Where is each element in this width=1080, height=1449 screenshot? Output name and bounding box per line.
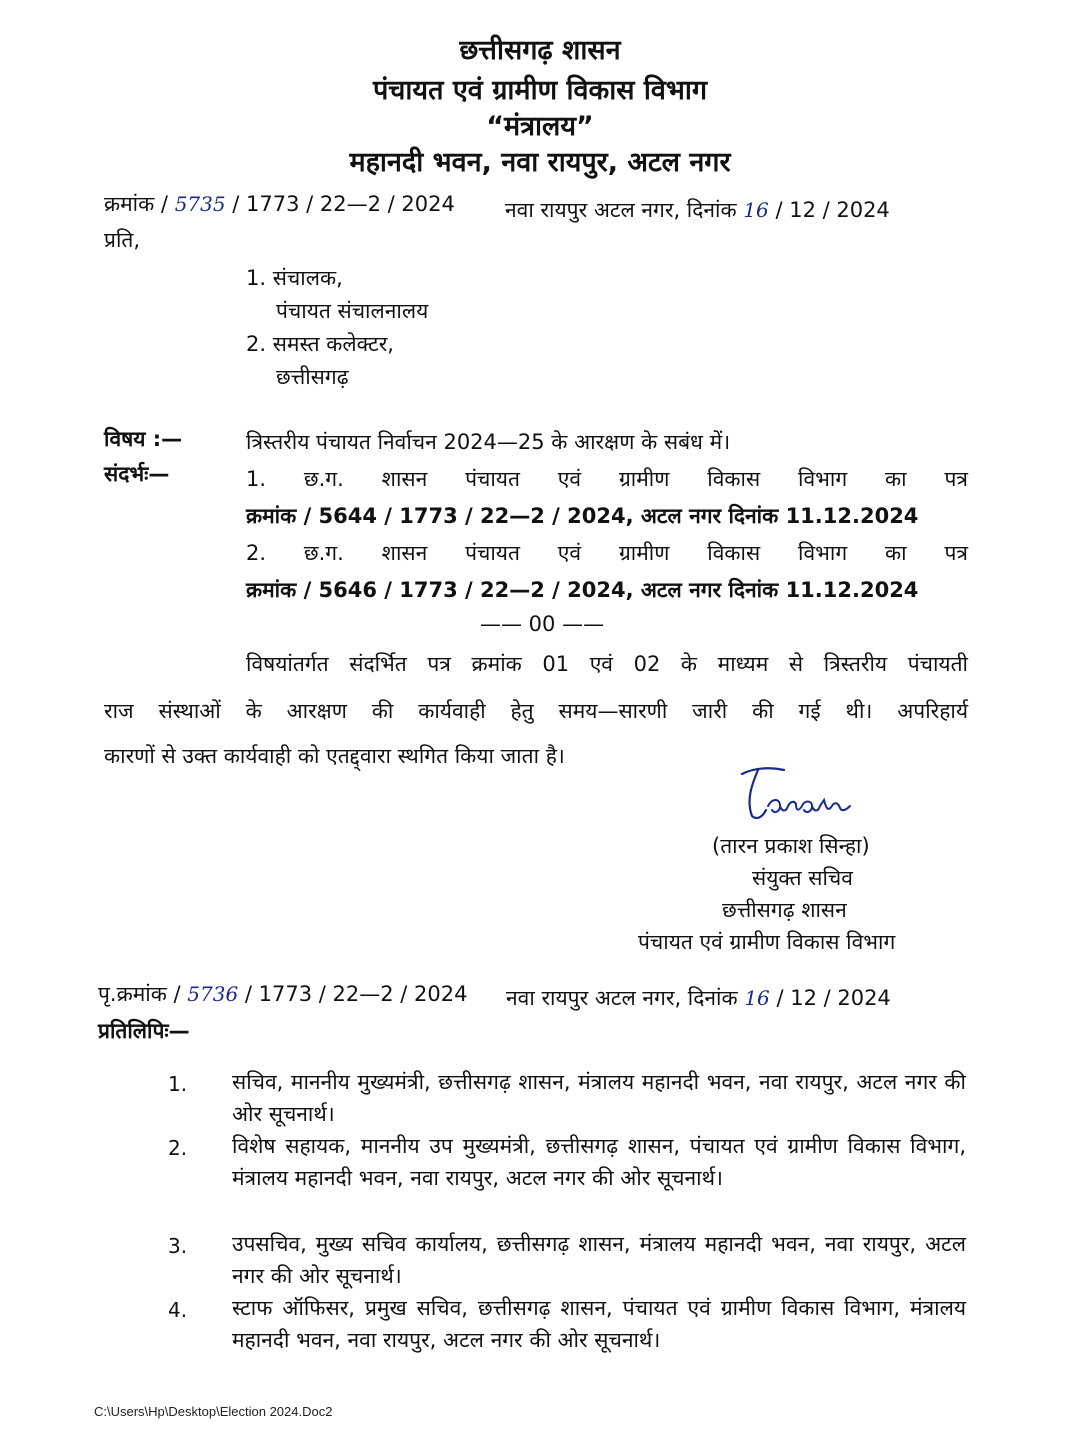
recipient-1-number: 1.	[246, 266, 267, 290]
order-prefix: क्रमांक /	[104, 192, 169, 216]
reference-label: संदर्भः—	[104, 462, 170, 486]
header-line-3: “मंत्रालय”	[486, 111, 594, 142]
copy-4-text: स्टाफ ऑफिसर, प्रमुख सचिव, छत्तीसगढ़ शासन, पंचायत एवं ग्रामीण विकास विभाग, मंत्रालय महानदी भवन, नवा रायपुर, अटल नगर की ओर सूचनार्थ।	[232, 1296, 966, 1352]
signatory-government: छत्तीसगढ़ शासन	[722, 898, 847, 922]
body-line-1: विषयांतर्गत संदर्भित पत्र क्रमांक 01 एवं 02 के माध्यम से त्रिस्तरीय पंचायती	[246, 652, 968, 676]
copy-order-number-handwritten: 5736	[187, 982, 239, 1006]
order-rest: / 1773 / 22—2 / 2024	[232, 192, 455, 216]
recipient-2-number: 2.	[246, 332, 267, 356]
copy-date-month-year: / 12 / 2024	[776, 986, 891, 1010]
copy-date-day-handwritten: 16	[744, 986, 770, 1010]
subject-label: विषय :—	[104, 427, 183, 451]
copy-order-date-line	[506, 984, 891, 1012]
place-date-label: नवा रायपुर अटल नगर, दिनांक	[505, 198, 737, 222]
date-day-handwritten: 16	[743, 198, 769, 222]
header-line-2: पंचायत एवं ग्रामीण विकास विभाग	[372, 75, 708, 106]
signatory-designation: संयुक्त सचिव	[752, 866, 853, 890]
body-line-2: राज संस्थाओं के आरक्षण की कार्यवाही हेतु समय—सारणी जारी की गई थी। अपरिहार्य	[104, 699, 968, 723]
order-number-handwritten: 5735	[174, 192, 226, 216]
copy-2-text: विशेष सहायक, माननीय उप मुख्यमंत्री, छत्तीसगढ़ शासन, पंचायत एवं ग्रामीण विकास विभाग, मंत्रालय महानदी भवन, नवा रायपुर, अटल नगर की ओर सूचनार्थ।	[232, 1134, 966, 1190]
reference-1-line-1: 1. छ.ग. शासन पंचायत एवं ग्रामीण विकास विभाग का पत्र	[246, 467, 968, 491]
signatory-department: पंचायत एवं ग्रामीण विकास विभाग	[638, 930, 896, 954]
copy-2-number: 2.	[168, 1136, 188, 1160]
copy-1-text: सचिव, माननीय मुख्यमंत्री, छत्तीसगढ़ शासन, मंत्रालय महानदी भवन, नवा रायपुर, अटल नगर की ओर सूचनार्थ।	[232, 1070, 966, 1126]
subject-text: त्रिस्तरीय पंचायत निर्वाचन 2024—25 के आरक्षण के सबंध में।	[246, 430, 731, 454]
recipient-1-title: संचालक,	[272, 266, 343, 290]
recipient-1-office: पंचायत संचालनालय	[276, 299, 429, 323]
reference-1-line-2: क्रमांक / 5644 / 1773 / 22—2 / 2024, अटल नगर दिनांक 11.12.2024	[246, 504, 919, 528]
date-month-year: / 12 / 2024	[775, 198, 890, 222]
to-label: प्रति,	[104, 228, 141, 252]
reference-2-line-1: 2. छ.ग. शासन पंचायत एवं ग्रामीण विकास विभाग का पत्र	[246, 541, 968, 565]
header-line-1: छत्तीसगढ़ शासन	[459, 35, 621, 66]
copy-order-number-line	[98, 980, 467, 1008]
copy-4-number: 4.	[168, 1298, 188, 1322]
signatory-name: (तारन प्रकाश सिन्हा)	[712, 834, 870, 858]
copy-label: प्रतिलिपिः—	[98, 1019, 190, 1043]
file-path-footer: C:\Users\Hp\Desktop\Election 2024.Doc2	[94, 1404, 333, 1419]
recipient-2-line-1	[246, 330, 394, 358]
recipient-1-line-1	[246, 264, 343, 292]
body-line-3: कारणों से उक्त कार्यवाही को एतद्द्वारा स्थगित किया जाता है।	[104, 744, 565, 768]
copy-order-prefix: पृ.क्रमांक /	[98, 982, 181, 1006]
recipient-2-office: छत्तीसगढ़	[276, 365, 349, 389]
copy-order-rest: / 1773 / 22—2 / 2024	[244, 982, 468, 1006]
copy-3-text: उपसचिव, मुख्य सचिव कार्यालय, छत्तीसगढ़ शासन, मंत्रालय महानदी भवन, नवा रायपुर, अटल नगर की ओर सूचनार्थ।	[232, 1232, 966, 1288]
copy-1-number: 1.	[168, 1072, 188, 1096]
signature-mark	[728, 760, 868, 830]
reference-2-line-2: क्रमांक / 5646 / 1773 / 22—2 / 2024, अटल नगर दिनांक 11.12.2024	[246, 578, 919, 602]
order-number-line	[104, 190, 455, 218]
copy-3-number: 3.	[168, 1234, 188, 1258]
separator: —— 00 ——	[480, 612, 605, 636]
header-line-4: महानदी भवन, नवा रायपुर, अटल नगर	[349, 147, 731, 178]
order-date-line	[505, 196, 890, 224]
recipient-2-title: समस्त कलेक्टर,	[272, 332, 394, 356]
copy-place-date-label: नवा रायपुर अटल नगर, दिनांक	[506, 986, 738, 1010]
